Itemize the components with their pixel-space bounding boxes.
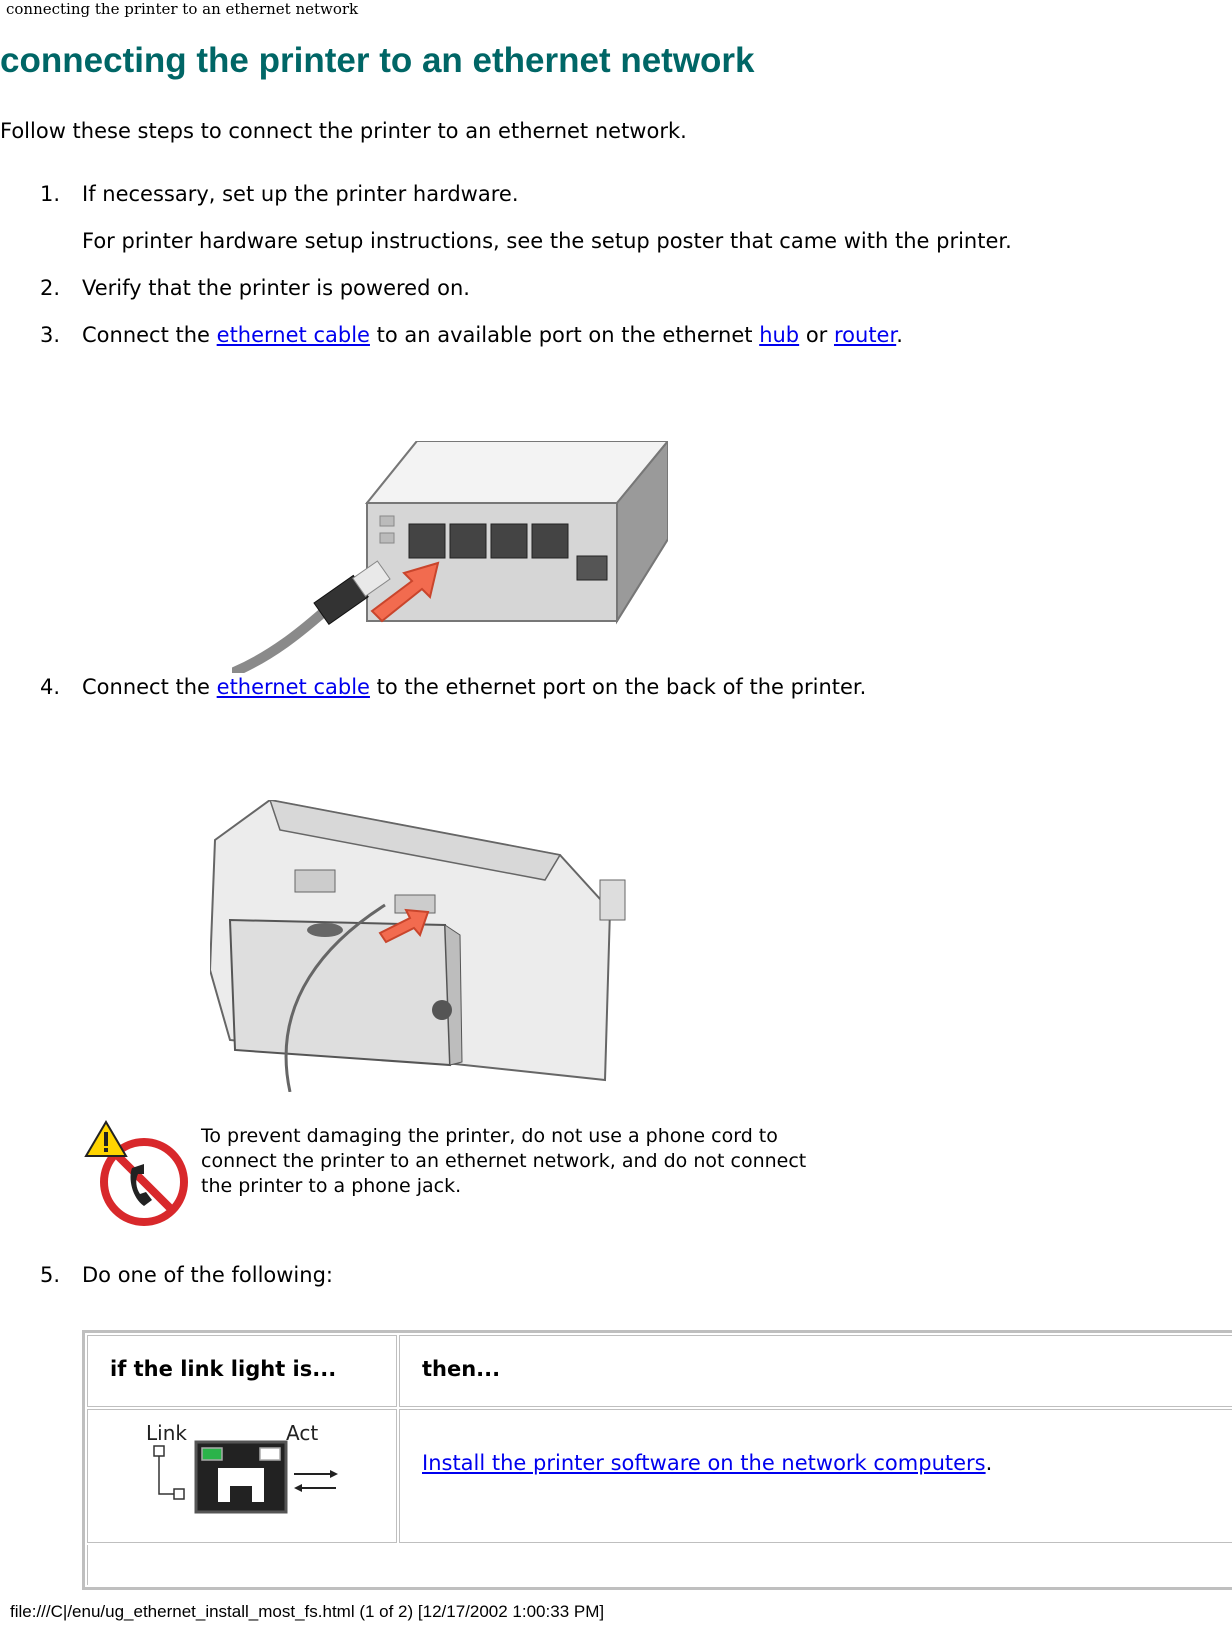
- act-label: Act: [286, 1422, 319, 1445]
- step-text: Do one of the following:: [82, 1263, 333, 1287]
- print-header: connecting the printer to an ethernet network: [6, 0, 359, 18]
- table-cell-link-light: [87, 1409, 397, 1543]
- link-light-table: [82, 1330, 1232, 1590]
- table-continuation: [87, 1545, 1232, 1585]
- step-number: 5.: [40, 1263, 61, 1287]
- step-text: Connect the ethernet cable to the ethernet port on the back of the printer.: [82, 675, 867, 699]
- router-connection-illustration: [232, 441, 668, 673]
- hub-link[interactable]: hub: [759, 323, 800, 347]
- link-light-on-icon: [146, 1422, 346, 1522]
- intro-text: Follow these steps to connect the printer to an ethernet network.: [0, 119, 687, 143]
- ethernet-cable-link[interactable]: ethernet cable: [216, 323, 370, 347]
- step-number: 1.: [40, 182, 61, 206]
- step-number: 2.: [40, 276, 61, 300]
- warning-text: To prevent damaging the printer, do not use a phone cord to connect the printer to an ethernet network, and do not connect the printer to a phone jack.: [201, 1125, 807, 1197]
- table-header-cell: [87, 1335, 397, 1407]
- header-link-light: if the link light is...: [110, 1357, 337, 1381]
- router-link[interactable]: router: [833, 323, 897, 347]
- no-phone-cord-warning-icon: [82, 1118, 190, 1230]
- step-number: 3.: [40, 323, 61, 347]
- install-software-link[interactable]: Install the printer software on the network computers: [422, 1451, 986, 1475]
- step-text: If necessary, set up the printer hardware.: [82, 182, 519, 206]
- step-1-note: For printer hardware setup instructions, see the setup poster that came with the printer.: [82, 229, 1012, 253]
- step-text: Verify that the printer is powered on.: [82, 276, 470, 300]
- link-label: Link: [146, 1422, 187, 1445]
- step-number: 4.: [40, 675, 61, 699]
- table-header-cell: [399, 1335, 1232, 1407]
- ethernet-cable-link[interactable]: ethernet cable: [216, 675, 370, 699]
- printer-back-illustration: [210, 800, 640, 1092]
- print-footer: file:///C|/enu/ug_ethernet_install_most_fs.html (1 of 2) [12/17/2002 1:00:33 PM]: [10, 1602, 605, 1621]
- step-text: Connect the ethernet cable to an available port on the ethernet hub or router.: [82, 323, 903, 347]
- table-cell-action: Install the printer software on the network computers.: [399, 1409, 1232, 1543]
- header-then: then...: [422, 1357, 501, 1381]
- page-title: connecting the printer to an ethernet network: [0, 41, 755, 80]
